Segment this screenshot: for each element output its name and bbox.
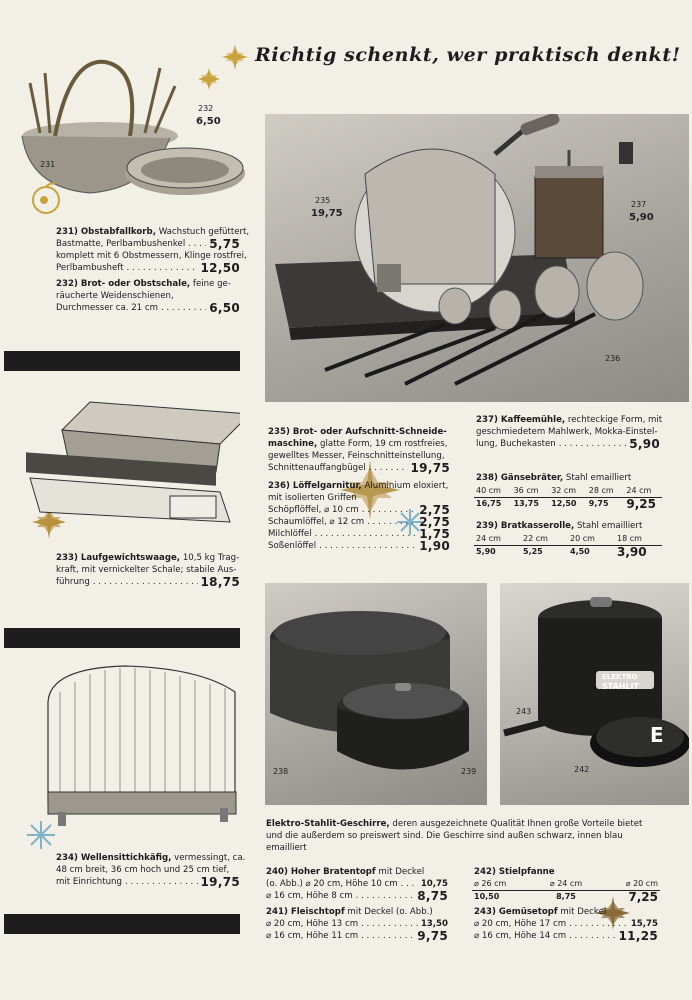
item-desc: Stahl emailliert [577,521,643,531]
item-title: 237) Kaffeemühle, [476,415,566,425]
item-232-description [56,278,240,314]
item-price: 11,25 [618,929,658,943]
item-title: 231) Obstabfallkorb, [56,227,156,237]
size-cell: 32 cm [549,485,587,498]
slicer-coffee-mill-ladles-photo [265,114,689,402]
item-title: 236) Löffelgarnitur, [268,481,362,491]
size-cell: ⌀ 26 cm [472,878,535,891]
pot-brand-label: STAHLIT [602,682,640,691]
item-desc: Bastmatte, Perlbambushenkel [56,239,186,249]
figure-number: 236 [605,354,621,363]
divider-bar [4,351,240,371]
item-239-size-table [474,533,662,558]
item-desc: glatte Form, 19 cm rostfreies, [319,439,448,449]
item-233-description [56,552,240,588]
item-price: 8,75 [417,889,448,903]
item-234-description [56,852,246,889]
price-cell: 5,25 [523,547,543,556]
roaster-casserole-photo [265,583,487,805]
item-242-size-table [472,878,660,903]
price-cell: 12,50 [551,499,577,508]
item-price: 1,75 [419,527,450,541]
figure-number: 231 [40,160,56,169]
item-243-description [474,906,658,942]
item-price: 13,50 [420,919,448,929]
ladle-label: Schöpflöffel, ⌀ 10 cm [268,505,359,515]
item-title: 239) Bratkasserolle, [476,521,575,531]
item-237-description [476,414,663,451]
item-desc: geschmiedetem Mahlwerk, Mokka-Einstel- [476,427,658,437]
item-title: 238) Gänsebräter, [476,473,564,483]
item-desc: vermessingt, ca. [174,853,246,863]
item-price: 1,90 [419,539,450,553]
item-desc: Durchmesser ca. 21 cm [56,303,158,313]
section-title: Elektro-Stahlit-Geschirre, [266,819,390,829]
figure-number: 232 [198,104,214,113]
section-desc: und die außerdem so preiswert sind. Die Geschirre sind außen schwarz, innen blau [266,831,623,841]
figure-price: 5,90 [629,212,654,223]
roaster-drawing [265,583,487,805]
item-desc: rechteckige Form, mit [567,415,663,425]
size-cell: 20 cm [568,533,615,546]
size-cell: 40 cm [474,485,512,498]
apple-logo-icon [28,180,64,216]
item-desc: ⌀ 20 cm, Höhe 13 cm [266,919,359,929]
ladle-label: Milchlöffel [268,529,312,539]
item-title: 240) Hoher Bratentopf [266,867,376,877]
item-231-description [56,226,250,275]
divider-bar [4,628,240,648]
price-cell: 3,90 [617,545,647,559]
figure-number: 239 [461,767,477,776]
divider-bar [4,914,240,934]
stockpot-frying-pan-photo [500,583,689,805]
item-desc: gewelltes Messer, Feinschnitteinstellung, [268,451,445,461]
item-price: 5,90 [629,437,660,451]
item-price: 19,75 [410,461,450,475]
pot-brand-label: ELEKTRO [602,673,638,681]
section-desc: emailliert [266,843,307,853]
item-title: 243) Gemüsetopf [474,907,558,917]
item-242-description [474,866,658,878]
item-240-description [266,866,448,902]
item-239-description [476,520,660,532]
item-241-description [266,906,448,942]
price-cell: 4,50 [570,547,590,556]
birdcage-illustration [30,662,240,837]
slicer-scene-drawing [265,114,689,402]
item-desc: Wachstuch gefüttert, [158,227,250,237]
item-title: 232) Brot- oder Obstschale, [56,279,191,289]
price-cell: 9,25 [626,497,656,511]
price-cell: 9,75 [588,499,609,508]
item-price: 15,75 [630,919,658,929]
item-desc: Schnittenauffangbügel [268,463,366,473]
ladle-label: Schaumlöffel, ⌀ 12 cm [268,517,365,527]
item-236-description [268,480,450,552]
elektro-stahlit-intro [266,818,686,854]
kitchen-scale-illustration [20,392,240,532]
item-desc: ⌀ 16 cm, Höhe 11 cm [266,931,359,941]
item-desc: Stahl emailliert [565,473,632,483]
item-desc: feine ge- [192,279,231,289]
item-title: 234) Wellensittichkäfig, [56,853,172,863]
figure-number: 243 [516,707,532,716]
item-desc: mit Deckel (o. Abb.) [347,907,433,917]
size-cell: ⌀ 24 cm [535,878,598,891]
item-desc: 48 cm breit, 36 cm hoch und 25 cm tief, [56,865,230,875]
item-price: 12,50 [200,261,240,275]
price-cell: 7,25 [628,890,658,904]
item-price: 10,75 [420,879,448,889]
size-cell: 28 cm [587,485,625,498]
item-238-size-table [474,485,662,510]
figure-number: 235 [315,196,331,205]
figure-number: 238 [273,767,289,776]
page-headline: Richtig schenkt, wer praktisch denkt! [255,44,681,66]
item-title: 235) Brot- oder Aufschnitt-Schneide- [268,427,447,437]
section-desc: deren ausgezeichnete Qualität Ihnen große Vorteile bietet [392,819,643,829]
price-cell: 16,75 [476,499,502,508]
size-cell: 36 cm [512,485,550,498]
price-cell: 5,90 [476,547,496,556]
pan-brand-letter: E [650,723,664,747]
item-desc: ⌀ 16 cm, Höhe 8 cm [266,891,353,901]
item-235-description [268,426,450,474]
item-desc: kraft, mit vernickelter Schale; stabile Aus- [56,565,237,575]
item-desc: Perlbambusheft [56,263,124,273]
item-desc: ⌀ 16 cm, Höhe 14 cm [474,931,567,941]
item-price: 2,75 [419,503,450,517]
item-price: 5,75 [209,237,240,251]
item-desc: räucherte Weidenschienen, [56,291,174,301]
item-desc: Aluminium eloxiert, [364,481,449,491]
item-desc: komplett mit 6 Obstmessern, Klinge rostfrei, [56,251,247,261]
item-238-description [476,472,660,484]
price-cell: 13,75 [513,499,539,508]
item-desc: lung, Buchekasten [476,439,556,449]
item-price: 6,50 [209,301,240,315]
size-cell: 18 cm [615,533,662,546]
item-price: 2,75 [419,515,450,529]
size-cell: 24 cm [624,485,662,498]
item-title: 233) Laufgewichtswaage, [56,553,181,563]
item-desc: (o. Abb.) ⌀ 20 cm, Höhe 10 cm [266,879,398,889]
price-cell: 10,50 [474,892,500,901]
item-desc: mit Deckel [560,907,607,917]
item-desc: 10,5 kg Trag- [182,553,240,563]
size-cell: 22 cm [521,533,568,546]
price-cell: 8,75 [556,892,576,901]
size-cell: 24 cm [474,533,521,546]
stockpot-drawing [500,583,689,805]
item-price: 19,75 [200,875,240,889]
item-desc: mit Deckel [378,867,425,877]
item-price: 18,75 [200,575,240,589]
item-title: maschine, [268,439,318,449]
item-desc: mit Einrichtung [56,877,122,887]
figure-price: 6,50 [196,116,221,127]
figure-number: 237 [631,200,647,209]
item-title: 241) Fleischtopf [266,907,345,917]
figure-number: 242 [574,765,590,774]
item-desc: führung [56,577,90,587]
size-cell: ⌀ 20 cm [597,878,660,891]
item-price: 9,75 [417,929,448,943]
item-title: 242) Stielpfanne [474,867,555,877]
item-desc: mit isolierten Griffen [268,493,357,503]
item-desc: ⌀ 20 cm, Höhe 17 cm [474,919,567,929]
figure-price: 19,75 [311,208,343,219]
ladle-label: Soßenlöffel [268,541,317,551]
